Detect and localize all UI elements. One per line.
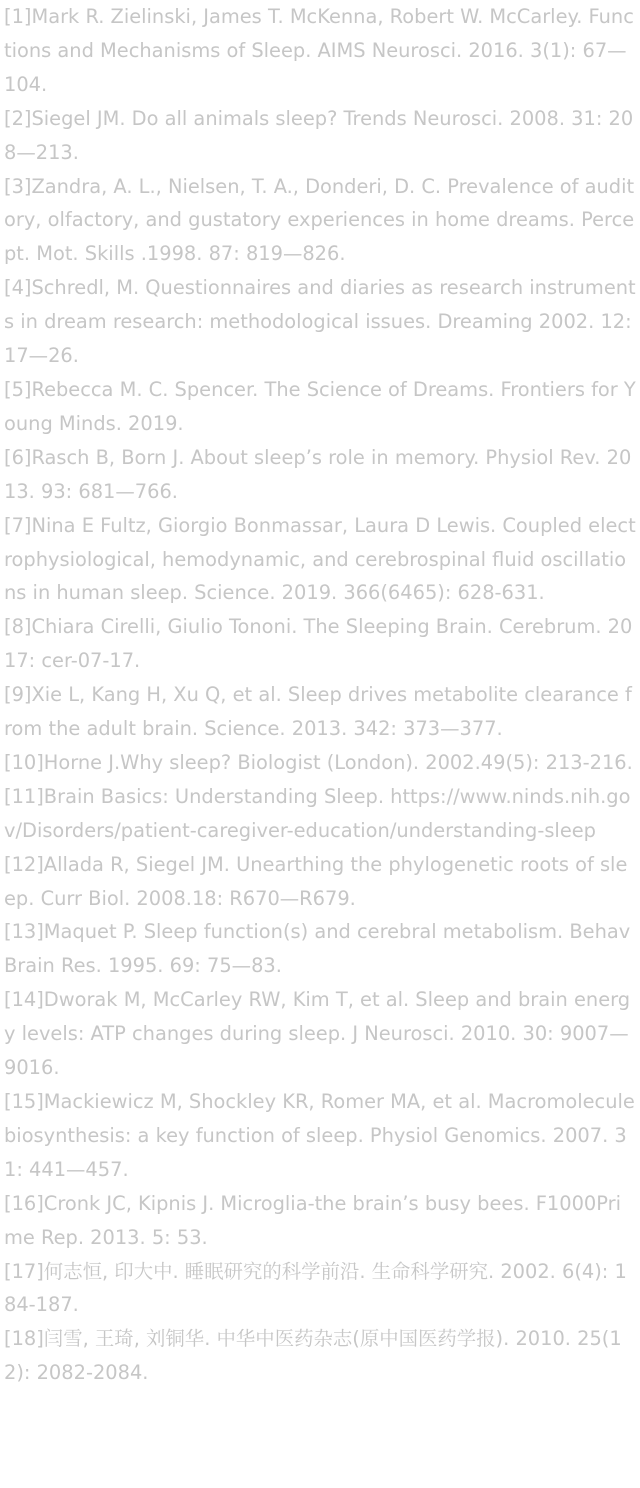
reference-item: [11]Brain Basics: Understanding Sleep. https://www.ninds.nih.gov/Disorders/patient-caregiver-education/understanding-sleep xyxy=(4,784,631,842)
reference-item: [9]Xie L, Kang H, Xu Q, et al. Sleep drives metabolite clearance from the adult brain. Science. 2013. 342: 373—377. xyxy=(4,683,632,741)
reference-item: [18]闫雪, 王琦, 刘铜华. 中华中医药杂志(原中国医药学报). 2010. 25(12): 2082-2084. xyxy=(4,1327,622,1385)
reference-list xyxy=(4,0,636,1390)
reference-item: [17]何志恒, 印大中. 睡眠研究的科学前沿. 生命科学研究. 2002. 6(4): 184-187. xyxy=(4,1259,627,1317)
reference-item: [7]Nina E Fultz, Giorgio Bonmassar, Laura D Lewis. Coupled electrophysiological, hemodynamic, and cerebrospinal fluid oscillations in human sleep. Science. 2019. 366(6465): 628-631. xyxy=(4,513,636,605)
reference-item: [1]Mark R. Zielinski, James T. McKenna, Robert W. McCarley. Functions and Mechanisms of Sleep. AIMS Neurosci. 2016. 3(1): 67—104. xyxy=(4,5,634,96)
reference-item: [15]Mackiewicz M, Shockley KR, Romer MA, et al. Macromolecule biosynthesis: a key function of sleep. Physiol Genomics. 2007. 31: 441—457. xyxy=(4,1090,635,1181)
reference-item: [14]Dworak M, McCarley RW, Kim T, et al. Sleep and brain energy levels: ATP changes during sleep. J Neurosci. 2010. 30: 9007—9016. xyxy=(4,988,631,1080)
reference-item: [13]Maquet P. Sleep function(s) and cerebral metabolism. Behav Brain Res. 1995. 69: 75—83. xyxy=(4,920,631,978)
reference-item: [6]Rasch B, Born J. About sleep’s role in memory. Physiol Rev. 2013. 93: 681—766. xyxy=(4,445,632,503)
reference-item: [3]Zandra, A. L., Nielsen, T. A., Donderi, D. C. Prevalence of auditory, olfactory, and gustatory experiences in home dreams. Percept. Mot. Skills .1998. 87: 819—826. xyxy=(4,174,635,266)
reference-item: [2]Siegel JM. Do all animals sleep? Trends Neurosci. 2008. 31: 208—213. xyxy=(4,106,634,164)
reference-item: [10]Horne J.Why sleep? Biologist (London). 2002.49(5): 213-216. xyxy=(4,750,633,774)
reference-item: [8]Chiara Cirelli, Giulio Tononi. The Sleeping Brain. Cerebrum. 2017: cer-07-17. xyxy=(4,615,633,673)
reference-item: [12]Allada R, Siegel JM. Unearthing the phylogenetic roots of sleep. Curr Biol. 2008.18: R670—R679. xyxy=(4,852,628,910)
reference-item: [16]Cronk JC, Kipnis J. Microglia-the brain’s busy bees. F1000Prime Rep. 2013. 5: 53. xyxy=(4,1191,621,1249)
reference-item: [4]Schredl, M. Questionnaires and diaries as research instruments in dream research: methodological issues. Dreaming 2002. 12: 17—26. xyxy=(4,276,636,368)
reference-item: [5]Rebecca M. C. Spencer. The Science of Dreams. Frontiers for Young Minds. 2019. xyxy=(4,377,636,435)
